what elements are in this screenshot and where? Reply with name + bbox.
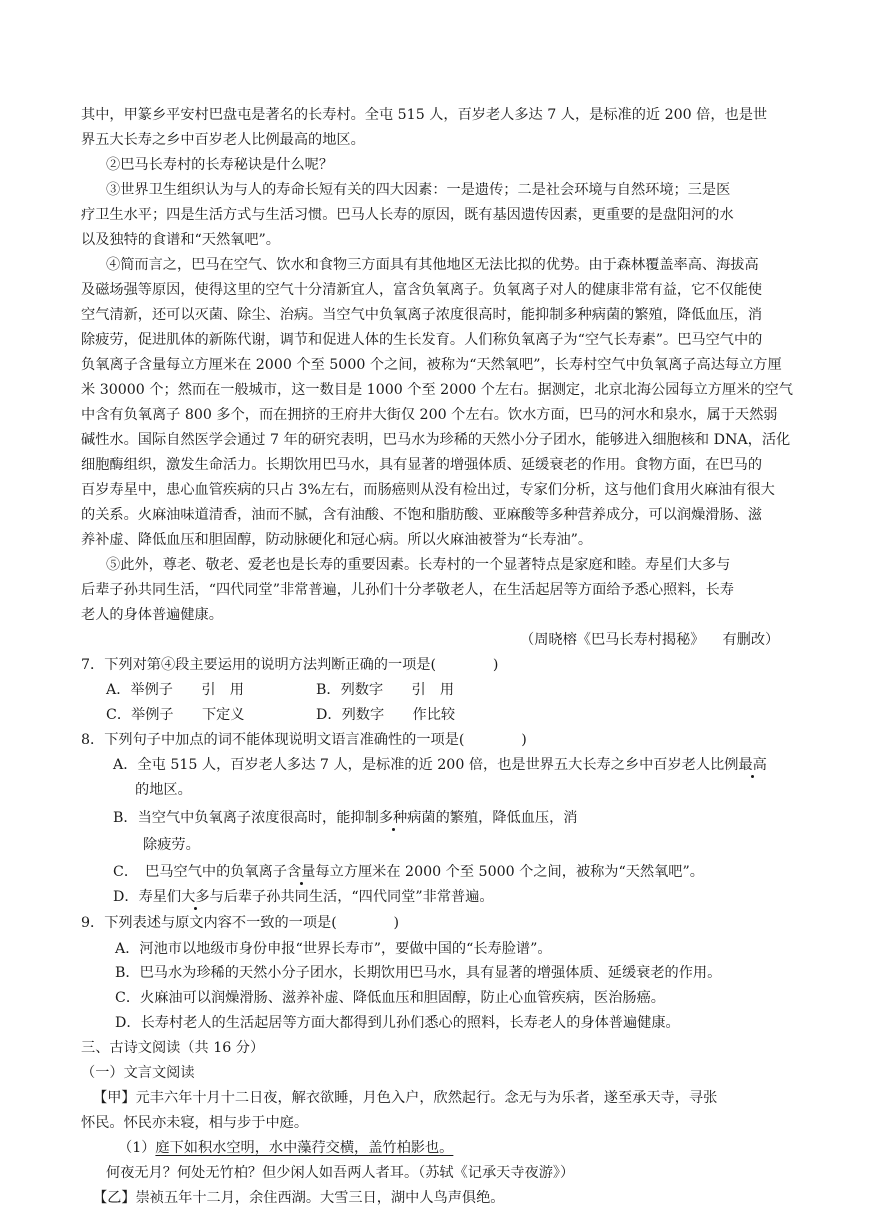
- emphasis-dotted-word: 大多: [181, 889, 210, 905]
- option-b-text-rest: 病菌的繁殖，降低血压，消: [407, 810, 578, 826]
- question-7-option-b: B．列数字 引 用: [316, 682, 455, 698]
- text-jia-line-3: [118, 1138, 453, 1158]
- question-8-option-a-line-2: 的地区。: [135, 782, 192, 798]
- paragraph-4-line-9: 细胞酶组织，激发生命活力。长期饮用巴马水，具有显著的增强体质、延缓衰老的作用。食物方面，在巴马的: [81, 457, 763, 473]
- question-8-option-c: [113, 862, 704, 882]
- paragraph-3-line-3: 以及独特的食谱和“天然氧吧”。: [81, 232, 280, 248]
- paragraph-4-line-6: 米 30000 个；然而在一般城市，这一数目是 1000 个至 2000 个左右。据测定，北京北海公园每立方厘米的空气: [81, 382, 793, 398]
- question-7-stem: 7．下列对第④段主要运用的说明方法判断正确的一项是( ): [81, 657, 499, 673]
- paragraph-5-line-3: 老人的身体普遍健康。: [81, 607, 223, 623]
- text-yi-line-1: 【乙】崇祯五年十二月，余住西湖。大雪三日，湖中人鸟声俱绝。: [93, 1190, 505, 1206]
- question-9-option-d: D．长寿村老人的生活起居等方面大都得到儿孙们悉心的照料，长寿老人的身体普遍健康。: [115, 1015, 680, 1031]
- option-d-text-rest: 与后辈子孙共同生活，“四代同堂”非常普遍。: [209, 889, 494, 905]
- paragraph-5-line-1: ⑤此外，尊老、敬老、爱老也是长寿的重要因素。长寿村的一个显著特点是家庭和睦。寿星们大多与: [106, 557, 731, 573]
- question-8-stem: 8．下列句子中加点的词不能体现说明文语言准确性的一项是( ): [81, 732, 527, 748]
- question-8-option-b-line-2: 除疲劳。: [143, 837, 200, 853]
- article-source-note: 有删改）: [722, 632, 780, 648]
- paragraph-4-line-8: 碱性水。国际自然医学会通过 7 年的研究表明，巴马水为珍稀的天然小分子团水，能够进入细胞核和 DNA，活化: [81, 432, 791, 448]
- emphasis-dotted-word: 最高: [738, 757, 767, 773]
- paragraph-4-line-3: 空气清新，还可以灭菌、除尘、治病。当空气中负氧离子浓度很高时，能抑制多种病菌的繁殖，降低血压，消: [81, 307, 763, 323]
- paragraph-4-line-12: 养补虚、降低血压和胆固醇，防动脉硬化和冠心病。所以火麻油被誉为“长寿油”。: [81, 532, 593, 548]
- section-3-title: 三、古诗文阅读（共 16 分）: [81, 1040, 265, 1056]
- question-8-option-a-line-1: [113, 755, 767, 775]
- option-d-text: D．寿星们: [113, 889, 182, 905]
- question-9-option-c: C．火麻油可以润燥滑肠、滋养补虚、降低血压和胆固醇，防止心血管疾病，医治肠癌。: [115, 990, 665, 1006]
- question-9-stem: 9．下列表述与原文内容不一致的一项是( ): [81, 915, 400, 931]
- text-jia-line-4: 何夜无月？何处无竹柏？但少闲人如吾两人者耳。（苏轼《记承天寺夜游》）: [106, 1165, 575, 1181]
- article-source: [520, 630, 779, 650]
- paragraph-4-line-7: 中含有负氧离子 800 多个，而在拥挤的王府井大街仅 200 个左右。饮水方面，巴马的河水和泉水，属于天然弱: [81, 407, 778, 423]
- question-8-option-d: [113, 887, 494, 907]
- question-9-option-a: A．河池市以地级市身份申报“世界长寿市”，要做中国的“长寿脸谱”。: [115, 941, 552, 957]
- underlined-sentence: 庭下如积水空明，水中藻荇交横，盖竹柏影也。: [155, 1140, 454, 1156]
- paragraph-4-line-1: ④简而言之，巴马在空气、饮水和食物三方面具有其他地区无法比拟的优势。由于森林覆盖率高、海拔高: [106, 257, 759, 273]
- text-jia-line-1: 【甲】元丰六年十月十二日夜，解衣欲睡，月色入户，欣然起行。念无与为乐者，遂至承天寺，寻张: [93, 1090, 718, 1106]
- emphasis-dotted-word: 多种: [378, 810, 408, 826]
- paragraph-2: ②巴马长寿村的长寿秘诀是什么呢？: [106, 157, 334, 173]
- article-intro-line-2: 界五大长寿之乡中百岁老人比例最高的地区。: [81, 132, 365, 148]
- paragraph-3-line-2: 疗卫生水平；四是生活方式与生活习惯。巴马人长寿的原因，既有基因遗传因素，更重要的是盘阳河的水: [81, 207, 734, 223]
- option-c-text: C． 巴马空气中的负氧离子: [113, 864, 288, 880]
- paragraph-4-line-10: 百岁寿星中，患心血管疾病的只占 3%左右，而肠癌则从没有检出过，专家们分析，这与他们食用火麻油有很大: [81, 482, 775, 498]
- question-7-option-a: A．举例子 引 用: [106, 682, 244, 698]
- paragraph-4-line-2: 及磁场强等原因，使得这里的空气十分清新宜人，富含负氧离子。负氧离子对人的健康非常有益，它不仅能使: [81, 282, 763, 298]
- section-3-subtitle: （一）文言文阅读: [81, 1065, 195, 1081]
- paragraph-4-line-11: 的关系。火麻油味道清香，油而不腻，含有油酸、不饱和脂肪酸、亚麻酸等多种营养成分，可以润燥滑肠、滋: [81, 507, 763, 523]
- paragraph-3-line-1: ③世界卫生组织认为与人的寿命长短有关的四大因素：一是遗传；二是社会环境与自然环境；三是医: [106, 182, 731, 198]
- option-b-text: B．当空气中负氧离子浓度很高时，能抑制: [113, 810, 379, 826]
- question-7-option-d: D．列数字 作比较: [316, 707, 456, 723]
- text-jia-line-2: 怀民。怀民亦未寝，相与步于中庭。: [81, 1115, 309, 1131]
- option-a-text: A．全屯 515 人，百岁老人多达 7 人，是标准的近 200 倍，也是世界五大长寿之乡中百岁老人比例: [113, 757, 739, 773]
- emphasis-dotted-word: 含量: [287, 864, 316, 880]
- question-9-option-b: B．巴马水为珍稀的天然小分子团水，长期饮用巴马水，具有显著的增强体质、延缓衰老的作用。: [115, 965, 722, 981]
- question-7-option-c: C．举例子 下定义: [106, 707, 245, 723]
- option-c-text-rest: 每立方厘米在 2000 个至 5000 个之间，被称为“天然氧吧”。: [315, 864, 704, 880]
- paragraph-4-line-4: 除疲劳，促进肌体的新陈代谢，调节和促进人体的生长发育。人们称负氧离子为“空气长寿素”。巴马空气中的: [81, 332, 763, 348]
- question-1-label: （1）: [118, 1140, 156, 1156]
- article-source-title: （周晓榕《巴马长寿村揭秘》: [520, 632, 705, 648]
- paragraph-4-line-5: 负氧离子含量每立方厘米在 2000 个至 5000 个之间，被称为“天然氧吧”，长寿村空气中负氧离子高达每立方厘: [81, 357, 782, 373]
- article-intro-line-1: 其中，甲篆乡平安村巴盘屯是著名的长寿村。全屯 515 人，百岁老人多达 7 人，是标准的近 200 倍，也是世: [81, 107, 768, 123]
- paragraph-5-line-2: 后辈子孙共同生活，“四代同堂”非常普遍，儿孙们十分孝敬老人，在生活起居等方面给予悉心照料，长寿: [81, 582, 734, 598]
- question-8-option-b-line-1: [113, 808, 577, 828]
